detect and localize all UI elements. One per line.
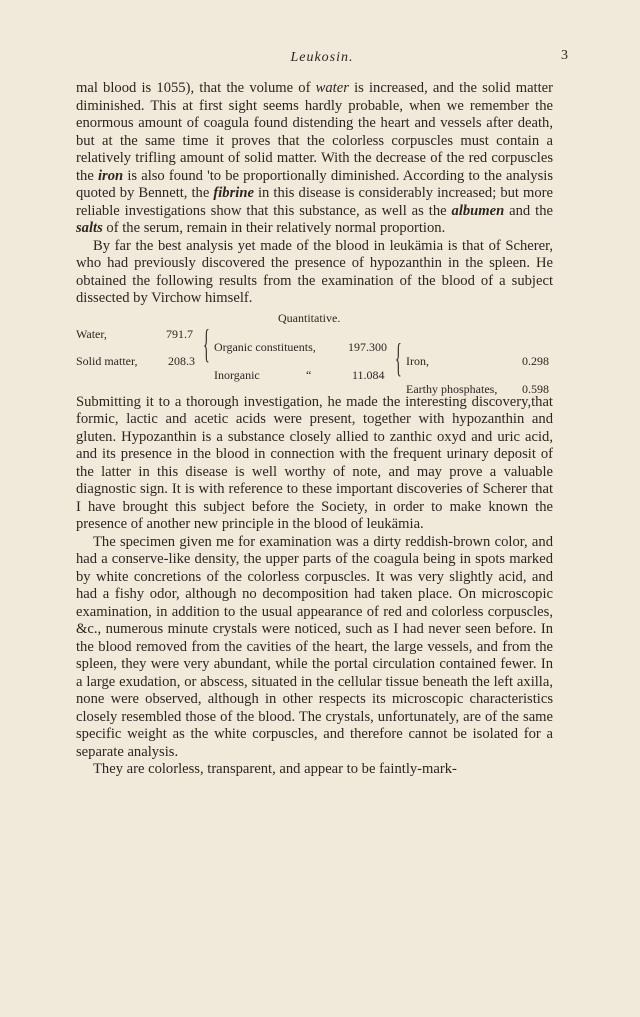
paragraph-1-part-5: and the <box>504 202 553 219</box>
water-label: Water, <box>76 326 107 341</box>
solid-matter-label: Solid matter, <box>76 353 138 368</box>
running-title: Leukosin. <box>290 50 354 65</box>
inorganic-value: 11.084 <box>352 367 385 382</box>
iron-value: 0.298 <box>522 353 549 368</box>
paragraph-3: Submitting it to a thorough investigation, he made the interesting discovery,that formic, lactic and acetic acids were present, together with hypozanthin and gluten. Hypozanthin is a substance closely allied to zanthic oxyd and uric acid, and its presence in the blood in connection with the frequent urinary deposit of the latter in this disease is well worthy of note, and may prove a valuable diagnostic sign. It is with reference to these important discoveries of Scherer that I have brought this subject before the Society, in order to make known the presence of another new principle in the blood of leukämia. <box>76 393 553 532</box>
organic-value: 197.300 <box>348 339 387 354</box>
paragraph-5: They are colorless, transparent, and appear to be faintly-mark- <box>93 761 457 777</box>
ditto-mark: “ <box>306 367 312 382</box>
table-heading: Quantitative. <box>278 310 341 325</box>
paragraph-1-part-1: mal blood is 1055), that the volume of <box>76 80 316 96</box>
analysis-table <box>76 309 553 396</box>
paragraph-1-part-3: is also found 'to be proportionally diminished. According to the analysis quoted by Bennett, the <box>76 167 553 201</box>
paragraph-1-part-6: of the serum, remain in their relatively normal proportion. <box>102 220 446 236</box>
inorganic-label: Inorganic <box>214 367 260 382</box>
earthy-phosphates-label: Earthy phosphates, <box>406 381 498 396</box>
paragraph-1 <box>76 80 553 238</box>
paragraph-4: The specimen given me for examination was a dirty reddish-brown color, and had a conserve-like density, the upper parts of the coagula being in spots marked by white concretions of the colorless corpuscles. It was very slightly acid, and had a fishy odor, although no decomposition had taken place. On microscopic examination, in addition to the usual appearance of red and colorless corpuscles, &c., numerous minute crystals were noticed, such as I had never seen before. In the blood removed from the cavities of the heart, the large vessels, and from the spleen, they were very abundant, while the portal circulation contained fewer. In a large exudation, or abscess, situated in the cellular tissue beneath the left axilla, none were observed, although in other respects its microscopic characteristics closely resembled those of the blood. The crystals, unfortunately, are of the same specific weight as the white corpuscles, and therefore cannot be isolated for a separate analysis. <box>76 533 553 760</box>
emphasis-salts: salts <box>76 220 103 236</box>
paragraph-2: By far the best analysis yet made of the blood in leukämia is that of Scherer, who had previously discovered the presence of hypozanthin in the spleen. He obtained the following results from the examination of the blood of a subject dissected by Virchow himself. <box>76 237 553 306</box>
emphasis-water: water <box>315 80 349 96</box>
organic-brace: { <box>203 320 210 366</box>
emphasis-iron: iron <box>98 167 124 184</box>
bottom-text <box>76 394 553 779</box>
page-number: 3 <box>561 48 568 63</box>
emphasis-albumen: albumen <box>451 202 505 219</box>
paragraph-1-part-4: in this disease is considerably increased; but more reliable investigations show that this substance, as well as the <box>76 185 553 219</box>
emphasis-fibrine: fibrine <box>213 185 254 201</box>
water-value: 791.7 <box>166 326 193 341</box>
earthy-phosphates-value: 0.598 <box>522 381 549 396</box>
body-text <box>76 80 553 779</box>
paragraph-1-part-2: is increased, and the solid matter diminished. This at first sight seems hardly probable, when we remember the enormous amount of coagula found distending the heart and vessels after death, but at the same time it proves that the colorless corpuscles must contain a relatively trifling amount of solid matter. With the decrease of the red corpuscles the <box>76 80 553 184</box>
page-header <box>76 50 568 70</box>
iron-label: Iron, <box>406 353 429 368</box>
iron-brace: { <box>395 334 402 380</box>
solid-matter-value: 208.3 <box>168 353 195 368</box>
organic-label: Organic constituents, <box>214 339 316 354</box>
